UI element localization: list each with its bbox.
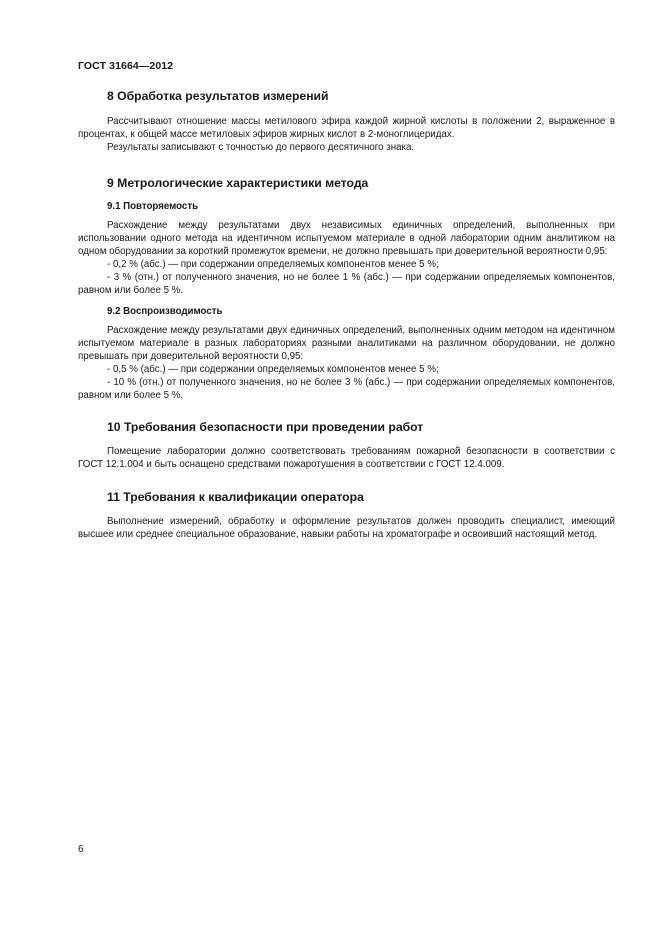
list-item: - 0,5 % (абс.) — при содержании определяемых компонентов менее 5 %;	[107, 364, 439, 375]
section-11	[78, 490, 615, 541]
section-11-title: 11 Требования к квалификации оператора	[107, 490, 364, 504]
subsection-9-2-title: 9.2 Воспроизводимость	[107, 306, 223, 317]
section-8-paragraph-2: Результаты записывают с точностью до первого десятичного знака.	[107, 142, 415, 153]
subsection-9-1-paragraph: Расхождение между результатами двух независимых единичных определений, выполненных при использовании одного метода на идентичном испытуемом материале в одной лаборатории одним аналитиком на одном оборудовании за короткий промежуток времени, не должно превышать при доверительной вероятности 0,95:	[78, 220, 615, 257]
list-item: - 10 % (отн.) от полученного значения, но не более 3 % (абс.) — при содержании определяемых компонентов, равном или более 5 %.	[78, 377, 615, 401]
section-9-title: 9 Метрологические характеристики метода	[107, 176, 369, 190]
section-8-paragraph-1: Рассчитывают отношение массы метилового эфира каждой жирной кислоты в положении 2, выраженное в процентах, к общей массе метиловых эфиров жирных кислот в 2-моноглицеридах.	[78, 116, 615, 140]
section-8	[78, 89, 615, 154]
page-number: 6	[78, 844, 84, 855]
subsection-9-1	[78, 201, 615, 297]
section-9	[78, 176, 615, 402]
document-body	[78, 89, 615, 541]
subsection-9-2	[78, 306, 615, 402]
section-8-title: 8 Обработка результатов измерений	[107, 89, 329, 103]
document-header: ГОСТ 31664—2012	[78, 60, 174, 72]
list-item: - 3 % (отн.) от полученного значения, но не более 1 % (абс.) — при содержании определяемых компонентов, равном или более 5 %.	[78, 272, 615, 296]
section-10-title: 10 Требования безопасности при проведении работ	[107, 420, 424, 434]
section-10	[78, 420, 615, 471]
section-11-paragraph: Выполнение измерений, обработку и оформление результатов должен проводить специалист, имеющий высшее или среднее специальное образование, навыки работы на хроматографе и освоивший настоящий метод.	[78, 516, 615, 540]
subsection-9-1-title: 9.1 Повторяемость	[107, 201, 199, 212]
section-10-paragraph: Помещение лаборатории должно соответствовать требованиям пожарной безопасности в соответствии с ГОСТ 12.1.004 и быть оснащено средствами пожаротушения в соответствии с ГОСТ 12.4.009.	[78, 446, 615, 470]
list-item: - 0,2 % (абс.) — при содержании определяемых компонентов менее 5 %;	[107, 259, 439, 270]
subsection-9-2-paragraph: Расхождение между результатами двух единичных определений, выполненных одним методом на идентичном испытуемом материале в разных лабораториях разными аналитиками на различном оборудовании, не должно превышать при доверительной вероятности 0,95:	[78, 325, 615, 362]
